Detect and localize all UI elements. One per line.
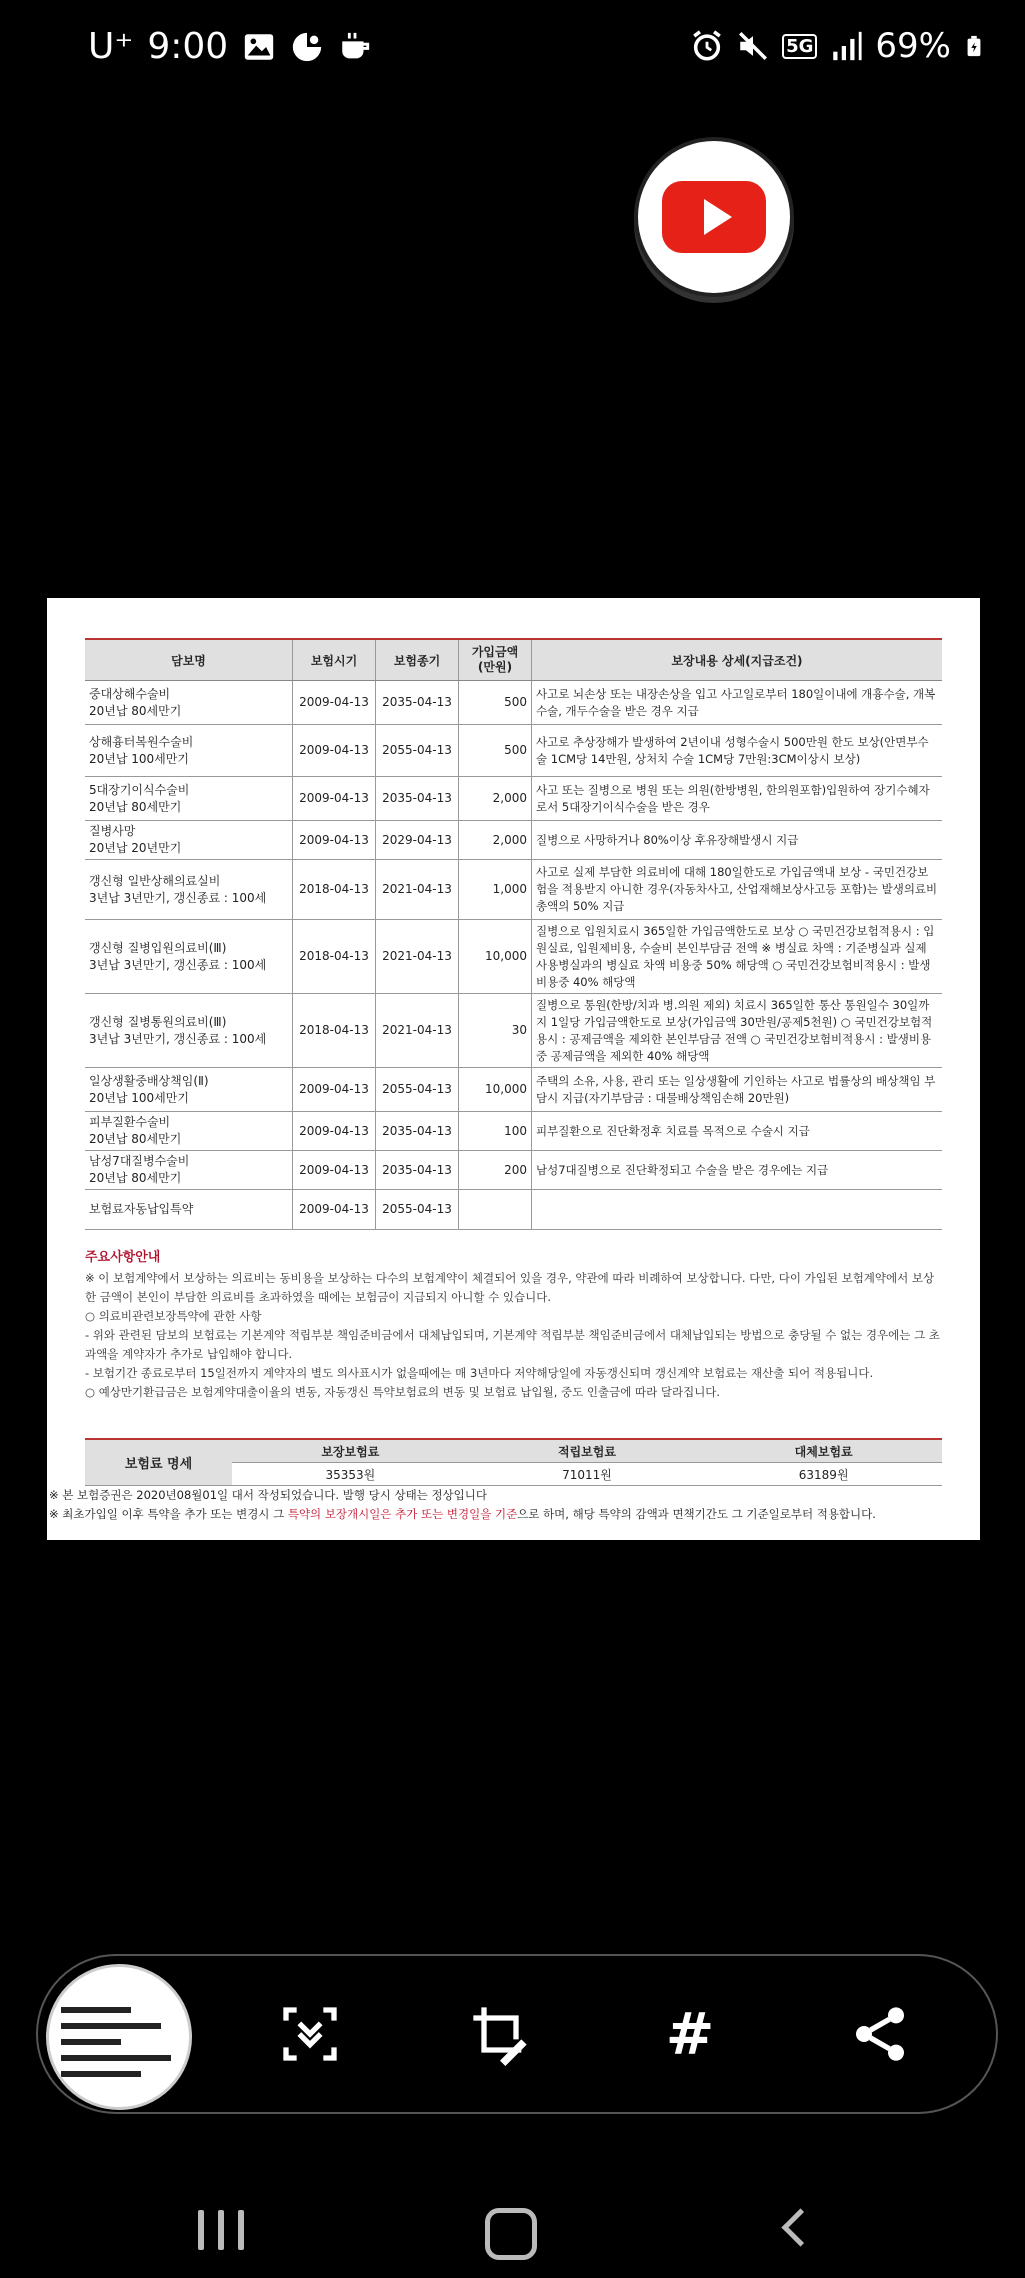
- coverage-row: [85, 1151, 942, 1190]
- header-end-date: 보험종기: [376, 639, 459, 681]
- network-type: 5G: [782, 34, 817, 59]
- details: 질병으로 통원(한방/치과 병.의원 제외) 치료시 365일한 통산 통원일수 30일까지 1일당 가입금액한도로 보상(가입금액 30만원/공제5천원) ○ 국민건강보험적용시 : 공제금액을 제외한 본인부담금 전액 ○ 국민건강보험비적용시 : 발생비용중 공제금액을 제외한 40% 해당액: [532, 994, 943, 1068]
- home-button[interactable]: [485, 2208, 537, 2260]
- header-coverage-name: 담보명: [85, 639, 293, 681]
- coverage-row: [85, 1068, 942, 1112]
- coverage-table: [85, 638, 942, 1230]
- coverage-row: [85, 860, 942, 920]
- start-date: 2009-04-13: [293, 1112, 376, 1151]
- coverage-name: 피부질환수술비 20년납 80세만기: [85, 1112, 293, 1151]
- captured-document: [47, 598, 980, 1540]
- back-button[interactable]: [781, 2208, 819, 2246]
- coverage-row: [85, 821, 942, 860]
- share-icon[interactable]: [848, 2002, 912, 2066]
- coverage-row: [85, 1190, 942, 1230]
- amount: 100: [459, 1112, 532, 1151]
- end-date: 2055-04-13: [376, 1068, 459, 1112]
- coverage-name: 갱신형 질병통원의료비(Ⅲ) 3년납 3년만기, 갱신종료 : 100세: [85, 994, 293, 1068]
- carrier-label: U⁺: [88, 26, 134, 67]
- end-date: 2055-04-13: [376, 725, 459, 777]
- note-line: ※ 이 보험계약에서 보상하는 의료비는 동비용을 보상하는 다수의 보험계약이 체결되어 있을 경우, 약관에 따라 비례하여 보상합니다. 다만, 다이 가입된 보험계약에서 보상한 금액이 본인이 부담한 의료비를 초과하였을 때에는 보험금이 지급되지 아니할 수 있습니다.: [85, 1271, 935, 1304]
- youtube-floating-icon[interactable]: [634, 137, 794, 297]
- battery-percent: 69%: [875, 26, 951, 66]
- amount: 30: [459, 994, 532, 1068]
- details: 피부질환으로 진단확정후 치료를 목적으로 수술시 지급: [532, 1112, 943, 1151]
- start-date: 2009-04-13: [293, 777, 376, 821]
- premium-label: 보험료 명세: [85, 1439, 232, 1486]
- header-amount: 가입금액 (만원): [459, 639, 532, 681]
- document-footer: [47, 1486, 969, 1524]
- recents-button[interactable]: [198, 2210, 244, 2250]
- premium-table: [85, 1438, 942, 1486]
- note-line: - 위와 관련된 담보의 보험료는 기본계약 적립부분 책임준비금에서 대체납입되며, 기본계약 적립부분 책임준비금에서 대체납입되는 방법으로 충당될 수 없는 경우에는 그 초과액을 계약자가 추가로 납입해야 합니다.: [85, 1328, 940, 1361]
- end-date: 2021-04-13: [376, 920, 459, 994]
- end-date: 2021-04-13: [376, 860, 459, 920]
- end-date: 2035-04-13: [376, 777, 459, 821]
- alarm-icon: [690, 29, 724, 63]
- coverage-name: 보험료자동납입특약: [85, 1190, 293, 1230]
- premium-header: 보장보험료: [232, 1439, 469, 1463]
- notes-title: 주요사항안내: [85, 1250, 161, 1265]
- amount: 500: [459, 725, 532, 777]
- premium-header: 적립보험료: [469, 1439, 706, 1463]
- premium-value: 71011원: [469, 1463, 706, 1486]
- notes-section: [85, 1248, 945, 1402]
- battery-icon: [963, 29, 985, 63]
- coverage-name: 5대장기이식수술비 20년납 80세만기: [85, 777, 293, 821]
- premium-value: 63189원: [705, 1463, 942, 1486]
- premium-value: 35353원: [232, 1463, 469, 1486]
- details: 사고로 추상장해가 발생하여 2년이내 성형수술시 500만원 한도 보상(안면부수술 1CM당 14만원, 상처치 수술 1CM당 7만원:3CM이상시 보상): [532, 725, 943, 777]
- note-line: - 보험기간 종료로부터 15일전까지 계약자의 별도 의사표시가 없을때에는 매 3년마다 저약해당일에 자동갱신되며 갱신계약 보험료는 재산출 되어 적용됩니다.: [85, 1366, 874, 1380]
- footer-text: ※ 최초가입일 이후 특약을 추가 또는 변경시 그: [49, 1507, 288, 1521]
- start-date: 2018-04-13: [293, 920, 376, 994]
- end-date: 2035-04-13: [376, 1112, 459, 1151]
- end-date: 2055-04-13: [376, 1190, 459, 1230]
- footer-line: ※ 본 보험증권은 2020년08월01일 대서 작성되었습니다. 발행 당시 상태는 정상입니다: [49, 1488, 487, 1502]
- end-date: 2035-04-13: [376, 681, 459, 725]
- amount: 500: [459, 681, 532, 725]
- amount: 2,000: [459, 821, 532, 860]
- amount: 1,000: [459, 860, 532, 920]
- status-bar: [0, 0, 1025, 100]
- navigation-bar: [0, 2170, 1025, 2278]
- details: 질병으로 입원치료시 365일한 가입금액한도로 보상 ○ 국민건강보험적용시 : 입원실료, 입원제비용, 수술비 본인부담금 전액 ※ 병실료 차액 : 기준병실과 실제 사용병실과의 병실료 차액 비용중 50% 해당액 ○ 국민건강보험비적용시 : 발생비용중 40% 해당액: [532, 920, 943, 994]
- end-date: 2021-04-13: [376, 994, 459, 1068]
- amount: 10,000: [459, 1068, 532, 1112]
- coverage-name: 일상생활중배상책임(Ⅱ) 20년납 100세만기: [85, 1068, 293, 1112]
- start-date: 2009-04-13: [293, 1151, 376, 1190]
- details: 사고로 실제 부담한 의료비에 대해 180일한도로 가입금액내 보상 - 국민건강보험을 적용받지 아니한 경우(자동차사고, 산업재해보상사고등 포함)는 발생의료비 총액의 50% 지급: [532, 860, 943, 920]
- note-line: ○ 의료비관련보장특약에 관한 사항: [85, 1309, 262, 1323]
- signal-icon: [829, 29, 863, 63]
- coverage-name: 질병사망 20년납 20년만기: [85, 821, 293, 860]
- end-date: 2035-04-13: [376, 1151, 459, 1190]
- end-date: 2029-04-13: [376, 821, 459, 860]
- hashtag-button[interactable]: #: [665, 2000, 715, 2068]
- gallery-icon: [242, 30, 276, 64]
- crop-edit-icon[interactable]: [468, 2002, 532, 2066]
- details: [532, 1190, 943, 1230]
- amount: 2,000: [459, 777, 532, 821]
- header-start-date: 보험시기: [293, 639, 376, 681]
- start-date: 2018-04-13: [293, 994, 376, 1068]
- coverage-name: 갱신형 일반상해의료실비 3년납 3년만기, 갱신종료 : 100세: [85, 860, 293, 920]
- details: 주택의 소유, 사용, 관리 또는 일상생활에 기인하는 사고로 법률상의 배상책임 부담시 지급(자기부담금 : 대물배상책임손해 20만원): [532, 1068, 943, 1112]
- footer-text: 으로 하며, 해당 특약의 감액과 면책기간도 그 기준일로부터 적용합니다.: [517, 1507, 876, 1521]
- coverage-name: 상해흉터복원수술비 20년납 100세만기: [85, 725, 293, 777]
- coverage-name: 갱신형 질병입원의료비(Ⅲ) 3년납 3년만기, 갱신종료 : 100세: [85, 920, 293, 994]
- coverage-row: [85, 920, 942, 994]
- coverage-row: [85, 681, 942, 725]
- clock: 9:00: [147, 26, 229, 67]
- start-date: 2009-04-13: [293, 725, 376, 777]
- start-date: 2009-04-13: [293, 681, 376, 725]
- coverage-row: [85, 777, 942, 821]
- coffee-icon: [338, 30, 372, 64]
- coverage-name: 중대상해수술비 20년납 80세만기: [85, 681, 293, 725]
- amount: 200: [459, 1151, 532, 1190]
- amount: [459, 1190, 532, 1230]
- coverage-row: [85, 994, 942, 1068]
- scroll-capture-icon[interactable]: [278, 2002, 342, 2066]
- coverage-name: 남성7대질병수술비 20년납 80세만기: [85, 1151, 293, 1190]
- start-date: 2009-04-13: [293, 1190, 376, 1230]
- footer-highlight: 특약의 보장개시일은 추가 또는 변경일을 기준: [287, 1507, 518, 1521]
- coverage-row: [85, 1112, 942, 1151]
- premium-header: 대체보험료: [705, 1439, 942, 1463]
- details: 사고로 뇌손상 또는 내장손상을 입고 사고일로부터 180일이내에 개흉수술, 개복수술, 개두수술을 받은 경우 지급: [532, 681, 943, 725]
- amount: 10,000: [459, 920, 532, 994]
- coverage-row: [85, 725, 942, 777]
- start-date: 2009-04-13: [293, 821, 376, 860]
- pac-icon: [290, 30, 324, 64]
- header-details: 보장내용 상세(지급조건): [532, 639, 943, 681]
- details: 남성7대질병으로 진단확정되고 수술을 받은 경우에는 지급: [532, 1151, 943, 1190]
- details: 질병으로 사망하거나 80%이상 후유장해발생시 지급: [532, 821, 943, 860]
- screenshot-thumbnail[interactable]: [46, 1964, 192, 2110]
- note-line: ○ 예상만기환급금은 보험계약대출이율의 변동, 자동갱신 특약보험료의 변동 및 보험료 납입월, 중도 인출금에 따라 달라집니다.: [85, 1385, 721, 1399]
- details: 사고 또는 질병으로 병원 또는 의원(한방병원, 한의원포함)입원하여 장기수혜자로서 5대장기이식수술을 받은 경우: [532, 777, 943, 821]
- start-date: 2018-04-13: [293, 860, 376, 920]
- mute-icon: [736, 29, 770, 63]
- footer-line: [49, 1505, 969, 1524]
- start-date: 2009-04-13: [293, 1068, 376, 1112]
- screenshot-toolbar: [36, 1954, 998, 2114]
